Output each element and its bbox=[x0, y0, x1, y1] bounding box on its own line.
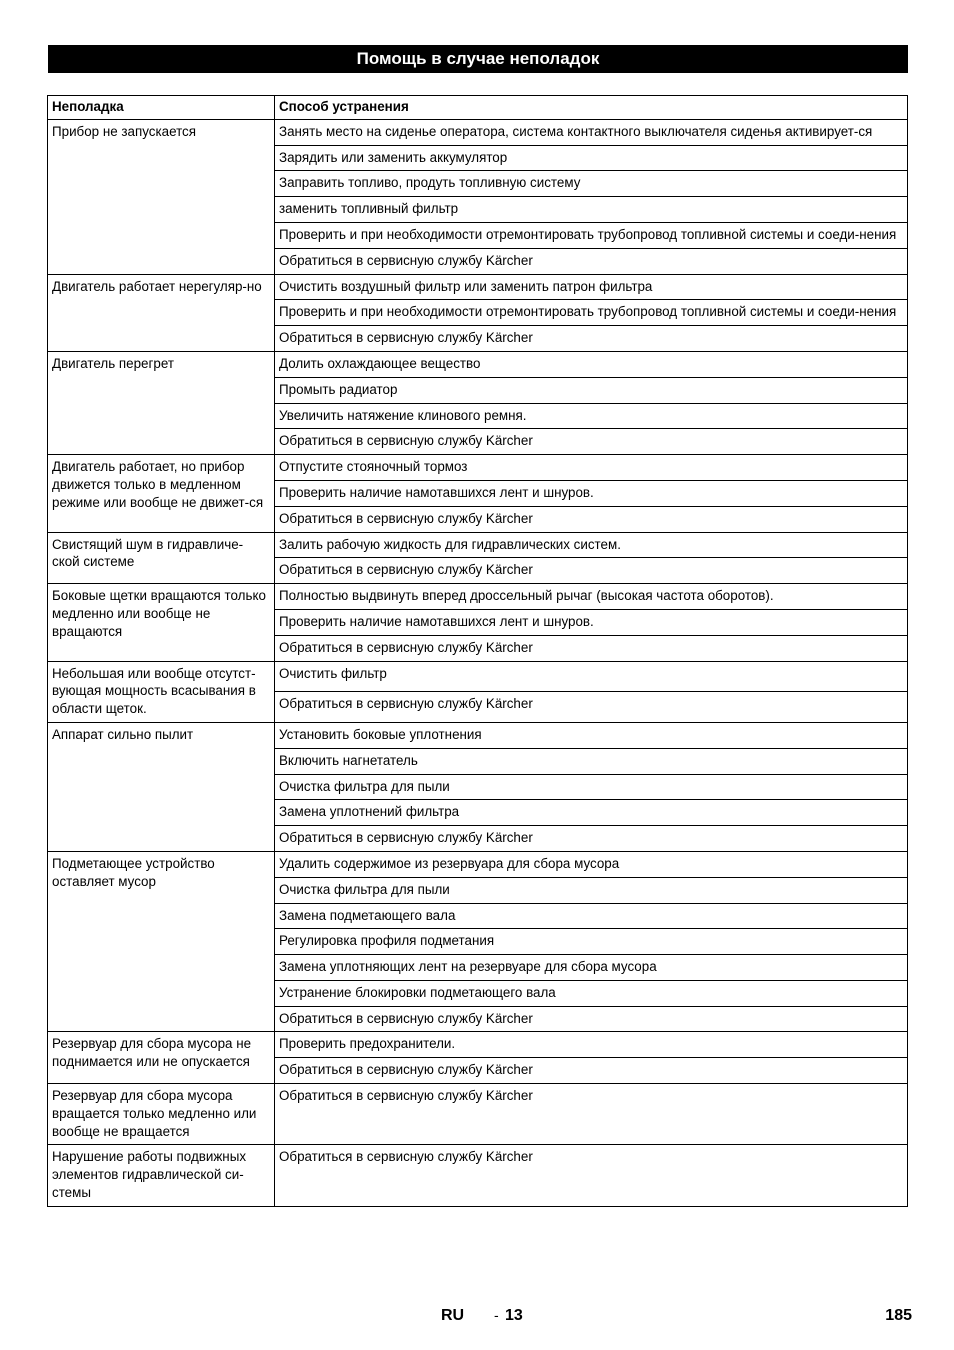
table-row bbox=[48, 455, 908, 481]
remedy-cell: Замена подметающего вала bbox=[275, 903, 908, 929]
remedy-cell: Проверить наличие намотавшихся лент и шнуров. bbox=[275, 609, 908, 635]
table-row bbox=[48, 1032, 908, 1058]
table-row bbox=[48, 119, 908, 145]
remedy-cell: Установить боковые уплотнения bbox=[275, 722, 908, 748]
remedy-cell: Обратиться в сервисную службу Kärcher bbox=[275, 1006, 908, 1032]
remedy-cell: Включить нагнетатель bbox=[275, 748, 908, 774]
table-body bbox=[48, 119, 908, 1206]
column-header-remedy: Способ устранения bbox=[275, 96, 908, 120]
page-number: 185 bbox=[885, 1307, 912, 1324]
remedy-cell: Удалить содержимое из резервуара для сбора мусора bbox=[275, 851, 908, 877]
troubleshooting-table bbox=[47, 95, 908, 1207]
table-row bbox=[48, 351, 908, 377]
table-row bbox=[48, 584, 908, 610]
fault-cell: Боковые щетки вращаются только медленно или вообще не вращаются bbox=[48, 584, 275, 661]
fault-cell: Свистящий шум в гидравличе-ской системе bbox=[48, 532, 275, 584]
remedy-cell: Занять место на сиденье оператора, система контактного выключателя сиденья активирует-ся bbox=[275, 119, 908, 145]
remedy-cell: Проверить наличие намотавшихся лент и шнуров. bbox=[275, 480, 908, 506]
remedy-cell: Обратиться в сервисную службу Kärcher bbox=[275, 248, 908, 274]
fault-cell: Подметающее устройство оставляет мусор bbox=[48, 851, 275, 1032]
remedy-cell: Очистка фильтра для пыли bbox=[275, 774, 908, 800]
fault-cell: Двигатель работает нерегуляр-но bbox=[48, 274, 275, 351]
fault-cell: Прибор не запускается bbox=[48, 119, 275, 274]
fault-cell: Аппарат сильно пылит bbox=[48, 722, 275, 851]
remedy-cell: Обратиться в сервисную службу Kärcher bbox=[275, 558, 908, 584]
table-row bbox=[48, 1084, 908, 1145]
remedy-cell: Полностью выдвинуть вперед дроссельный рычаг (высокая частота оборотов). bbox=[275, 584, 908, 610]
remedy-cell: Промыть радиатор bbox=[275, 377, 908, 403]
remedy-cell: Обратиться в сервисную службу Kärcher bbox=[275, 1084, 908, 1145]
remedy-cell: Обратиться в сервисную службу Kärcher bbox=[275, 1058, 908, 1084]
fault-cell: Резервуар для сбора мусора вращается только медленно или вообще не вращается bbox=[48, 1084, 275, 1145]
remedy-cell: Проверить и при необходимости отремонтировать трубопровод топливной системы и соеди-нения bbox=[275, 222, 908, 248]
table-row bbox=[48, 532, 908, 558]
remedy-cell: Увеличить натяжение клинового ремня. bbox=[275, 403, 908, 429]
remedy-cell: Регулировка профиля подметания bbox=[275, 929, 908, 955]
fault-cell: Небольшая или вообще отсутст-вующая мощность всасывания в области щеток. bbox=[48, 661, 275, 722]
remedy-cell: Проверить и при необходимости отремонтировать трубопровод топливной системы и соеди-нения bbox=[275, 300, 908, 326]
footer-separator: - bbox=[494, 1307, 499, 1323]
remedy-cell: Обратиться в сервисную службу Kärcher bbox=[275, 429, 908, 455]
remedy-cell: Проверить предохранители. bbox=[275, 1032, 908, 1058]
remedy-cell: Устранение блокировки подметающего вала bbox=[275, 980, 908, 1006]
remedy-cell: Заправить топливо, продуть топливную систему bbox=[275, 171, 908, 197]
remedy-cell: Очистить фильтр bbox=[275, 661, 908, 692]
remedy-cell: Обратиться в сервисную службу Kärcher bbox=[275, 326, 908, 352]
table-row bbox=[48, 1145, 908, 1206]
table-row bbox=[48, 722, 908, 748]
remedy-cell: Обратиться в сервисную службу Kärcher bbox=[275, 1145, 908, 1206]
table-row bbox=[48, 274, 908, 300]
remedy-cell: Обратиться в сервисную службу Kärcher bbox=[275, 692, 908, 723]
column-header-fault: Неполадка bbox=[48, 96, 275, 120]
table-row bbox=[48, 661, 908, 692]
fault-cell: Резервуар для сбора мусора не поднимается или не опускается bbox=[48, 1032, 275, 1084]
remedy-cell: Очистить воздушный фильтр или заменить патрон фильтра bbox=[275, 274, 908, 300]
remedy-cell: Зарядить или заменить аккумулятор bbox=[275, 145, 908, 171]
table-header-row bbox=[48, 96, 908, 120]
table-row bbox=[48, 851, 908, 877]
remedy-cell: Обратиться в сервисную службу Kärcher bbox=[275, 635, 908, 661]
remedy-cell: Обратиться в сервисную службу Kärcher bbox=[275, 506, 908, 532]
remedy-cell: Замена уплотнений фильтра bbox=[275, 800, 908, 826]
fault-cell: Двигатель перегрет bbox=[48, 351, 275, 454]
remedy-cell: Отпустите стояночный тормоз bbox=[275, 455, 908, 481]
footer-section-page: 13 bbox=[505, 1307, 523, 1324]
page-title: Помощь в случае неполадок bbox=[48, 45, 908, 73]
remedy-cell: Залить рабочую жидкость для гидравлических систем. bbox=[275, 532, 908, 558]
remedy-cell: Замена уплотняющих лент на резервуаре для сбора мусора bbox=[275, 955, 908, 981]
remedy-cell: Обратиться в сервисную службу Kärcher bbox=[275, 826, 908, 852]
fault-cell: Нарушение работы подвижных элементов гидравлической си-стемы bbox=[48, 1145, 275, 1206]
remedy-cell: заменить топливный фильтр bbox=[275, 197, 908, 223]
remedy-cell: Очистка фильтра для пыли bbox=[275, 877, 908, 903]
fault-cell: Двигатель работает, но прибор движется только в медленном режиме или вообще не движет-ся bbox=[48, 455, 275, 532]
remedy-cell: Долить охлаждающее вещество bbox=[275, 351, 908, 377]
footer-language: RU bbox=[441, 1307, 465, 1324]
